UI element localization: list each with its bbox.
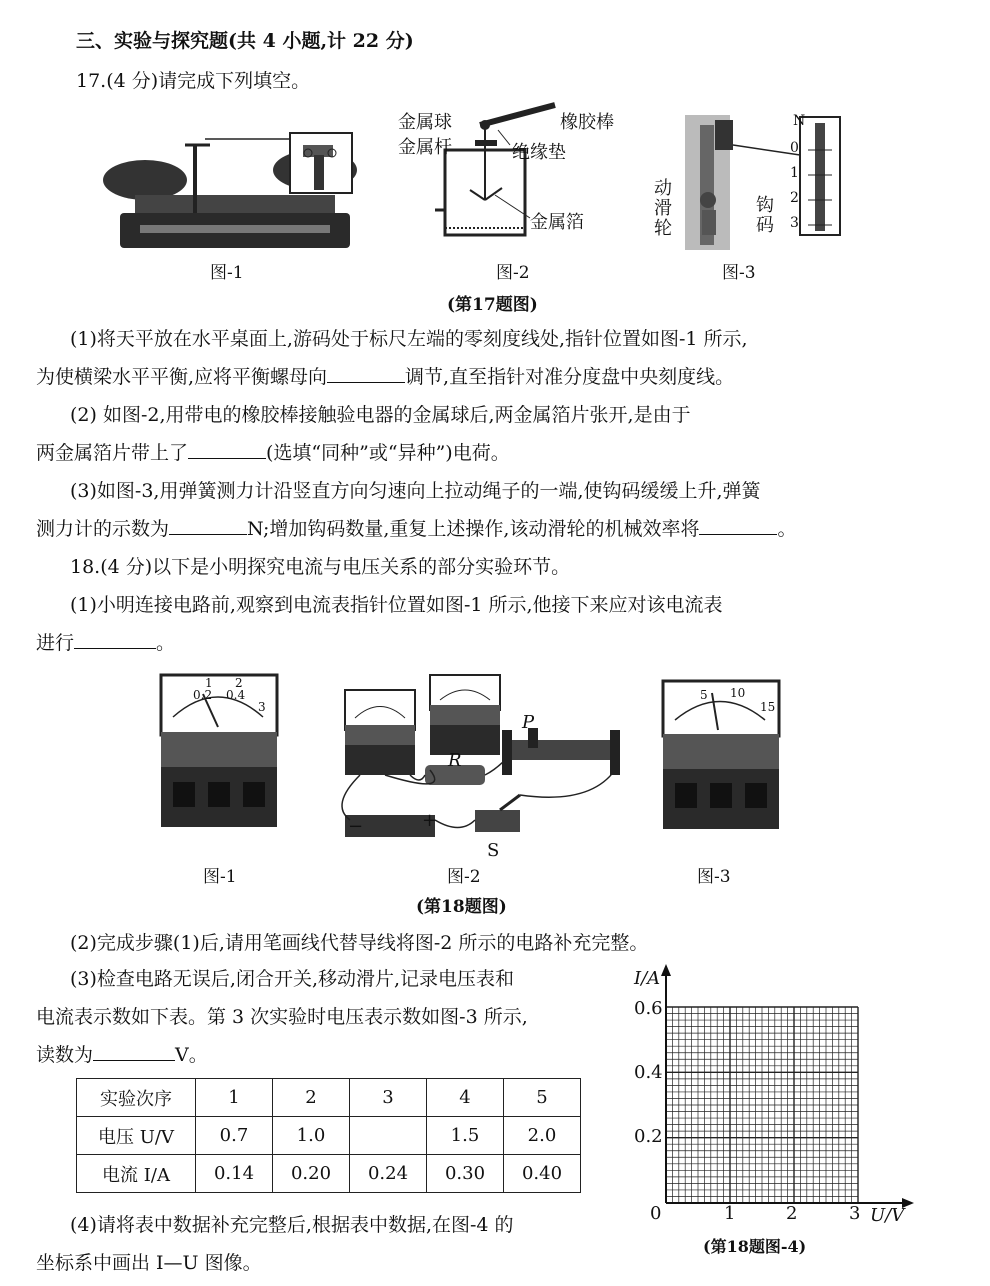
q17-p2-b-post: (选填“同种”或“异种”)电荷。 — [266, 442, 510, 464]
table-cell: 0.20 — [273, 1155, 350, 1193]
table-cell: 3 — [350, 1079, 427, 1117]
section-title: 三、实验与探究题(共 4 小题,计 22 分) — [76, 30, 414, 52]
q18-data-table — [76, 1078, 581, 1193]
q18-p3-b: 电流表示数如下表。第 3 次实验时电压表示数如图-3 所示, — [36, 1006, 528, 1028]
table-cell: 1 — [196, 1079, 273, 1117]
q17-p3-b — [36, 516, 796, 542]
table-cell-blank[interactable] — [350, 1117, 427, 1155]
q17-p1-a: (1)将天平放在水平桌面上,游码处于标尺左端的零刻度线处,指针位置如图-1 所示, — [70, 328, 748, 350]
q17-fig3-scale-2: 2 — [790, 190, 799, 206]
q18-p3-c-pre: 读数为 — [36, 1044, 94, 1066]
q17-p2-a: (2) 如图-2,用带电的橡胶棒接触验电器的金属球后,两金属箔片张开,是由于 — [70, 404, 691, 426]
q17-p2-b — [36, 440, 510, 466]
table-cell: 实验次序 — [77, 1079, 196, 1117]
q18-fig1-scale-2: 2 — [235, 676, 243, 690]
graph-ytick-06: 0.6 — [634, 998, 663, 1019]
q18-p1-b-pre: 进行 — [36, 632, 75, 654]
q18-stem: 18.(4 分)以下是小明探究电流与电压关系的部分实验环节。 — [70, 556, 571, 578]
q18-fig2-label: 图-2 — [447, 867, 481, 887]
q18-fig2-label-r: R — [448, 750, 462, 771]
q17-p2-b-pre: 两金属箔片带上了 — [36, 442, 189, 464]
q17-fig2-label-rod: 金属杆 — [398, 137, 452, 158]
q17-fig3-scale-n: N — [793, 113, 806, 129]
table-cell: 2 — [273, 1079, 350, 1117]
q18-p4-a: (4)请将表中数据补充完整后,根据表中数据,在图-4 的 — [70, 1214, 514, 1236]
q18-fig4-graph[interactable] — [628, 960, 918, 1220]
q18-p1-a: (1)小明连接电路前,观察到电流表指针位置如图-1 所示,他接下来应对该电流表 — [70, 594, 723, 616]
q17-p3-b-mid: N;增加钩码数量,重复上述操作,该动滑轮的机械效率将 — [247, 518, 700, 540]
graph-xtick-1: 1 — [724, 1203, 736, 1224]
table-cell: 4 — [427, 1079, 504, 1117]
graph-grid — [666, 1007, 858, 1203]
graph-xlabel: U/V — [870, 1205, 905, 1226]
q18-blank-1[interactable] — [74, 630, 156, 649]
q18-fig1-scale-1: 1 — [205, 676, 213, 690]
q17-p1-b-post: 调节,直至指针对准分度盘中央刻度线。 — [405, 366, 735, 388]
table-cell: 0.30 — [427, 1155, 504, 1193]
q18-p1-b — [36, 630, 175, 656]
table-cell: 电压 U/V — [77, 1117, 196, 1155]
q18-p3-c — [36, 1042, 208, 1068]
q18-fig1-scale-3: 3 — [258, 700, 266, 714]
graph-ytick-02: 0.2 — [634, 1126, 663, 1147]
q17-stem: 17.(4 分)请完成下列填空。 — [76, 70, 311, 92]
q17-fig2-label-rubber: 橡胶棒 — [560, 112, 614, 133]
q18-blank-2[interactable] — [93, 1042, 175, 1061]
table-row — [77, 1117, 581, 1155]
table-cell: 0.24 — [350, 1155, 427, 1193]
q17-p3-a: (3)如图-3,用弹簧测力计沿竖直方向匀速向上拉动绳子的一端,使钩码缓缓上升,弹簧 — [70, 480, 761, 502]
table-cell: 1.5 — [427, 1117, 504, 1155]
table-cell: 5 — [504, 1079, 581, 1117]
q18-p3-c-post: V。 — [175, 1044, 208, 1066]
q17-fig3-scale-1: 1 — [790, 165, 799, 181]
q17-fig-caption: (第17题图) — [447, 295, 538, 315]
q18-fig2-label-s: S — [487, 840, 500, 861]
q17-fig1-label: 图-1 — [210, 263, 244, 283]
q17-fig1-balance — [100, 125, 370, 255]
q17-p1-b — [36, 364, 734, 390]
table-cell: 0.7 — [196, 1117, 273, 1155]
q18-p1-b-post: 。 — [156, 632, 176, 654]
q17-p1-b-pre: 为使横梁水平平衡,应将平衡螺母向 — [36, 366, 328, 388]
q18-fig1-scale-02: 0.2 — [193, 688, 213, 702]
q17-fig3-label: 图-3 — [722, 263, 756, 283]
graph-xtick-3: 3 — [849, 1203, 861, 1224]
q17-fig3-scale-0: 0 — [790, 140, 799, 156]
q17-blank-1[interactable] — [327, 364, 405, 383]
q18-fig1-ammeter — [158, 672, 280, 832]
q17-fig3-scale-3: 3 — [790, 215, 799, 231]
q17-fig2-label-foil: 金属箔 — [530, 212, 584, 233]
q18-fig3-scale-10: 10 — [730, 686, 746, 700]
table-cell: 2.0 — [504, 1117, 581, 1155]
graph-ylabel: I/A — [634, 968, 661, 989]
q18-fig1-scale-04: 0.4 — [226, 688, 246, 702]
table-header-row — [77, 1079, 581, 1117]
q18-fig2-label-p: P — [522, 712, 535, 733]
q18-fig2-label-plus: + — [422, 810, 438, 831]
graph-caption: (第18题图-4) — [703, 1237, 807, 1256]
q17-fig3-label-pulley: 动滑轮 — [651, 178, 672, 238]
table-cell: 电流 I/A — [77, 1155, 196, 1193]
table-cell: 1.0 — [273, 1117, 350, 1155]
q18-fig-caption: (第18题图) — [416, 897, 507, 917]
q18-p2: (2)完成步骤(1)后,请用笔画线代替导线将图-2 所示的电路补充完整。 — [70, 932, 649, 954]
q17-fig3-label-weight: 钩码 — [753, 195, 774, 235]
q17-fig2-label-pad: 绝缘垫 — [512, 142, 566, 163]
table-row — [77, 1155, 581, 1193]
q17-fig2-label: 图-2 — [496, 263, 530, 283]
q17-p3-b-pre: 测力计的示数为 — [36, 518, 170, 540]
q18-fig2-label-minus: − — [348, 816, 364, 837]
q18-fig3-scale-15: 15 — [760, 700, 776, 714]
q18-fig1-label: 图-1 — [203, 867, 237, 887]
q17-fig2-label-ball: 金属球 — [398, 112, 452, 133]
q18-p4-b: 坐标系中画出 I—U 图像。 — [36, 1252, 262, 1274]
table-cell: 0.14 — [196, 1155, 273, 1193]
q17-blank-2[interactable] — [188, 440, 266, 459]
q17-blank-4[interactable] — [699, 516, 777, 535]
graph-xtick-0: 0 — [650, 1203, 662, 1224]
q17-blank-3[interactable] — [169, 516, 247, 535]
q18-fig3-label: 图-3 — [697, 867, 731, 887]
table-cell: 0.40 — [504, 1155, 581, 1193]
graph-xtick-2: 2 — [786, 1203, 798, 1224]
q18-fig2-circuit — [330, 670, 630, 850]
q17-p3-b-post: 。 — [777, 518, 797, 540]
q18-p3-a: (3)检查电路无误后,闭合开关,移动滑片,记录电压表和 — [70, 968, 515, 990]
graph-ytick-04: 0.4 — [634, 1062, 663, 1083]
y-axis-arrow — [661, 964, 671, 976]
q18-fig3-scale-5: 5 — [700, 688, 708, 702]
